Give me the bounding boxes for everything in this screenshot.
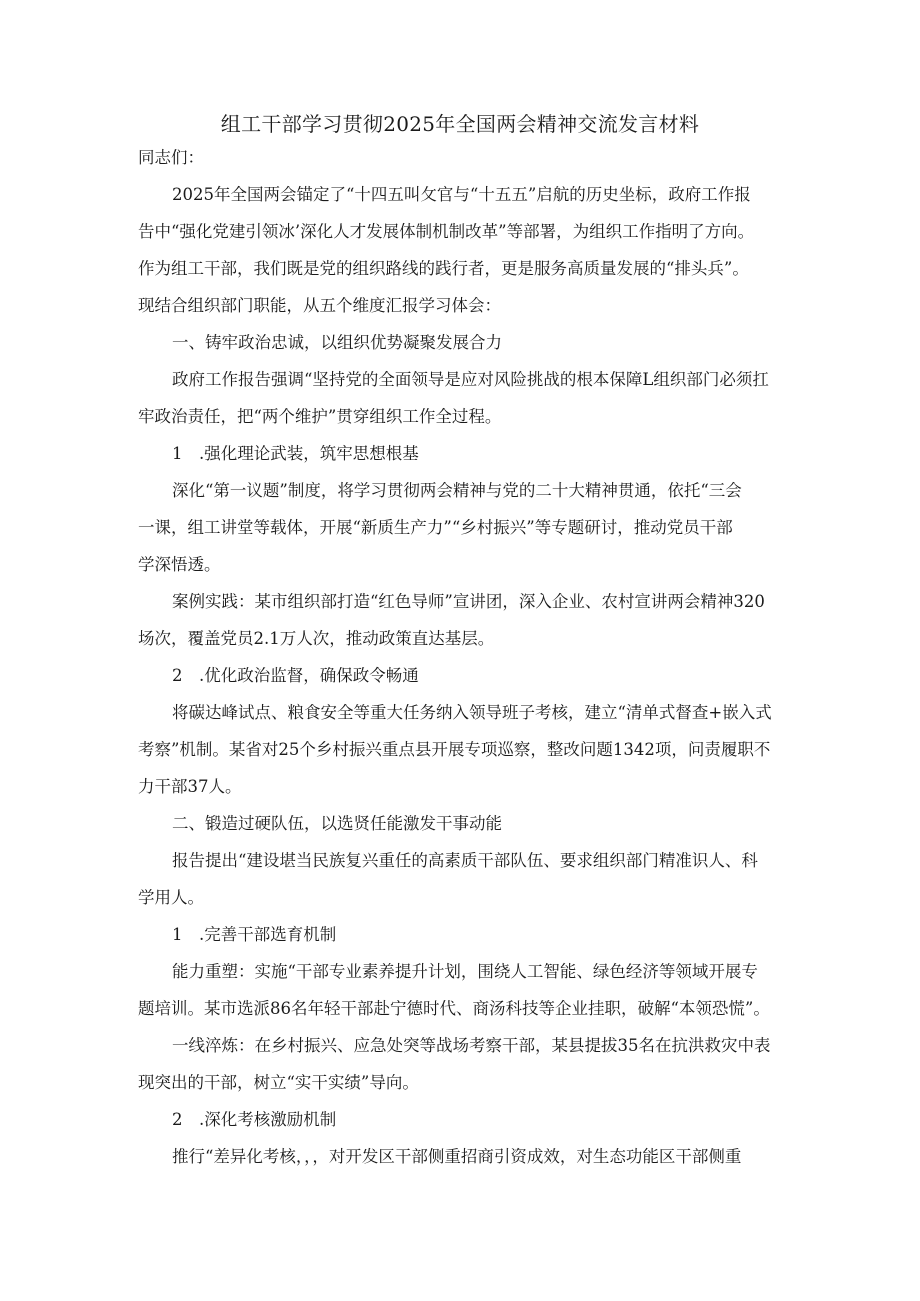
paragraph-line: 牢政治责任，把“两个维护”贯穿组织工作全过程。 [138, 407, 502, 426]
paragraph-line: 作为组工干部，我们既是党的组织路线的践行者，更是服务高质量发展的“排头兵”。 [138, 259, 749, 278]
paragraph-line: 报告提出“建设堪当民族复兴重任的高素质干部队伍、要求组织部门精准识人、科 [172, 851, 758, 870]
paragraph-line: 将碳达峰试点、粮食安全等重大任务纳入领导班子考核，建立“清单式督查+嵌入式 [172, 703, 772, 722]
paragraph-line: 现结合组织部门职能，从五个维度汇报学习体会： [138, 296, 501, 315]
section-heading: 一、铸牢政治忠诚，以组织优势凝聚发展合力 [172, 333, 502, 352]
subsection-heading: 2 .优化政治监督，确保政令畅通 [172, 666, 419, 685]
document-title: 组工干部学习贯彻2025年全国两会精神交流发言材料 [220, 112, 700, 136]
subsection-heading: 1 .强化理论武装，筑牢思想根基 [172, 444, 419, 463]
paragraph-line: 一线淬炼：在乡村振兴、应急处突等战场考察干部，某县提拔35名在抗洪救灾中表 [172, 1036, 771, 1055]
paragraph-line: 政府工作报告强调“坚持党的全面领导是应对风险挑战的根本保障L组织部门必须扛 [172, 370, 769, 389]
paragraph-line: 能力重塑：实施“干部专业素养提升计划，围绕人工智能、绿色经济等领域开展专 [172, 962, 758, 981]
section-heading: 二、锻造过硬队伍，以选贤任能激发干事动能 [172, 814, 502, 833]
subsection-heading: 2 .深化考核激励机制 [172, 1110, 337, 1129]
paragraph-line: 推行“差异化考核，，，对开发区干部侧重招商引资成效，对生态功能区干部侧重 [172, 1147, 742, 1166]
paragraph-line: 考察”机制。某省对25个乡村振兴重点县开展专项巡察，整改问题1342项，问责履职不 [138, 740, 771, 759]
paragraph-line: 场次，覆盖党员2.1万人次，推动政策直达基层。 [138, 629, 495, 648]
paragraph-line: 题培训。某市选派86名年轻干部赴宁德时代、商汤科技等企业挂职，破解“本领恐慌”。 [138, 999, 770, 1018]
paragraph-line: 2025年全国两会锚定了“十四五叫攵官与“十五五”启航的历史坐标，政府工作报 [172, 185, 751, 204]
paragraph-line: 学深悟透。 [138, 555, 221, 574]
subsection-heading: 1 .完善干部选育机制 [172, 925, 337, 944]
salutation: 同志们： [138, 148, 204, 167]
paragraph-line: 现突出的干部，树立“实干实绩”导向。 [138, 1073, 419, 1092]
paragraph-line: 告中“强化党建引领冰’深化人才发展体制机制改革”等部署，为组织工作指明了方向。 [138, 222, 755, 241]
paragraph-line: 学用人。 [138, 888, 204, 907]
paragraph-line: 案例实践：某市组织部打造“红色导师”宣讲团，深入企业、农村宣讲两会精神320 [172, 592, 765, 611]
paragraph-line: 一课，组工讲堂等载体，开展“新质生产力”“乡村振兴”等专题研讨，推动党员干部 [138, 518, 733, 537]
paragraph-line: 力干部37人。 [138, 777, 242, 796]
paragraph-line: 深化“第一议题”制度，将学习贯彻两会精神与党的二十大精神贯通，依托“三会 [172, 481, 742, 500]
